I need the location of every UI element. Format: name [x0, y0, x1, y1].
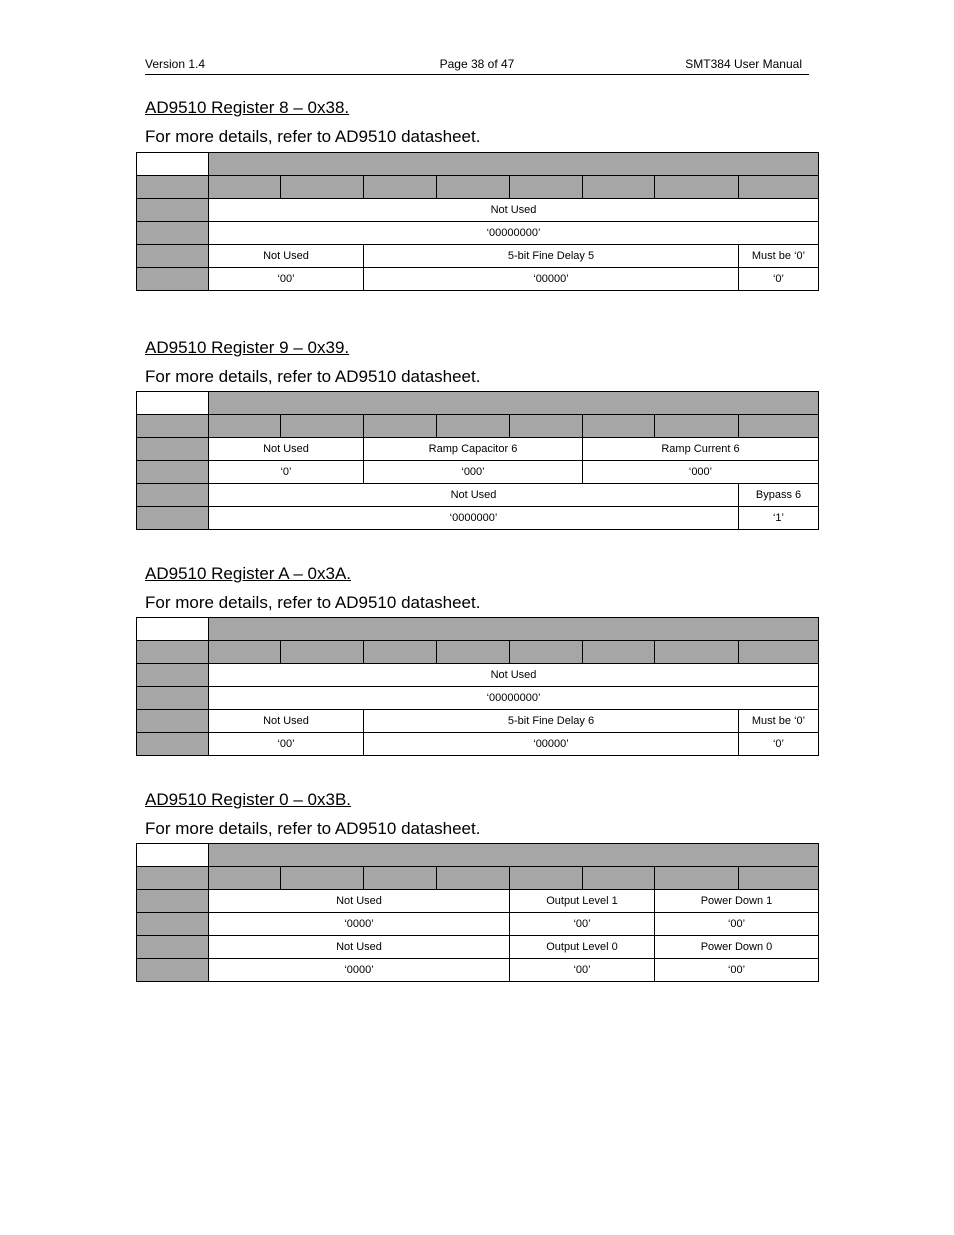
- table-row: [137, 153, 819, 176]
- version-label: Version 1.4: [145, 57, 206, 71]
- field-cell: Not Used: [209, 484, 739, 507]
- field-cell: Ramp Capacitor 6: [364, 438, 583, 461]
- table-row: [137, 936, 819, 959]
- field-cell: 5-bit Fine Delay 5: [364, 245, 739, 268]
- bit-cell: [510, 415, 583, 438]
- value-cell: ‘0’: [209, 461, 364, 484]
- section-title: AD9510 Register 9 – 0x39.: [145, 338, 350, 357]
- table-row: [137, 641, 819, 664]
- table-row: [137, 415, 819, 438]
- field-cell: Power Down 0: [655, 936, 819, 959]
- table-row: [137, 844, 819, 867]
- bit-cell: [281, 176, 364, 199]
- table-row: [137, 959, 819, 982]
- label-cell: [137, 461, 209, 484]
- bit-cell: [583, 415, 655, 438]
- value-cell: ‘0000’: [209, 959, 510, 982]
- bit-cell: [364, 641, 437, 664]
- value-cell: ‘00’: [209, 268, 364, 291]
- label-cell: [137, 507, 209, 530]
- value-cell: ‘00000’: [364, 733, 739, 756]
- bit-cell: [510, 176, 583, 199]
- field-cell: 5-bit Fine Delay 6: [364, 710, 739, 733]
- section-subtitle: For more details, refer to AD9510 datasheet.: [145, 593, 481, 612]
- value-cell: ‘00’: [655, 959, 819, 982]
- header-cell: [209, 618, 819, 641]
- bit-cell: [739, 415, 819, 438]
- bit-cell: [364, 867, 437, 890]
- corner-cell: [137, 153, 209, 176]
- register-0x3b-table: [136, 843, 819, 982]
- table-row: [137, 176, 819, 199]
- field-cell: Output Level 1: [510, 890, 655, 913]
- bit-cell: [281, 415, 364, 438]
- value-cell: ‘00’: [655, 913, 819, 936]
- field-cell: Output Level 0: [510, 936, 655, 959]
- field-cell: Not Used: [209, 710, 364, 733]
- bit-cell: [655, 176, 739, 199]
- bit-cell: [209, 641, 281, 664]
- bit-cell: [655, 415, 739, 438]
- register-9-table: [136, 391, 819, 530]
- field-cell: Not Used: [209, 245, 364, 268]
- table-row: [137, 268, 819, 291]
- bit-cell: [583, 641, 655, 664]
- section-subtitle: For more details, refer to AD9510 datasheet.: [145, 127, 481, 146]
- register-8-table: [136, 152, 819, 291]
- label-cell: [137, 959, 209, 982]
- field-cell: Not Used: [209, 890, 510, 913]
- label-cell: [137, 733, 209, 756]
- section-subtitle: For more details, refer to AD9510 datasheet.: [145, 819, 481, 838]
- table-row: [137, 664, 819, 687]
- bit-cell: [655, 641, 739, 664]
- bit-cell: [209, 867, 281, 890]
- bit-cell: [437, 641, 510, 664]
- field-cell: Not Used: [209, 438, 364, 461]
- bit-cell: [655, 867, 739, 890]
- bit-cell: [209, 176, 281, 199]
- label-cell: [137, 936, 209, 959]
- label-cell: [137, 664, 209, 687]
- label-cell: [137, 867, 209, 890]
- header-cell: [209, 844, 819, 867]
- bit-cell: [437, 176, 510, 199]
- label-cell: [137, 199, 209, 222]
- header-cell: [209, 392, 819, 415]
- page-number: Page 38 of 47: [439, 57, 515, 71]
- field-cell: Must be ‘0’: [739, 710, 819, 733]
- value-cell: ‘0’: [739, 268, 819, 291]
- corner-cell: [137, 844, 209, 867]
- bit-cell: [437, 867, 510, 890]
- value-cell: ‘1’: [739, 507, 819, 530]
- table-row: [137, 199, 819, 222]
- section-title: AD9510 Register 0 – 0x3B.: [145, 790, 352, 809]
- value-cell: ‘00000’: [364, 268, 739, 291]
- table-row: [137, 710, 819, 733]
- value-cell: ‘00’: [209, 733, 364, 756]
- table-row: [137, 222, 819, 245]
- label-cell: [137, 415, 209, 438]
- table-row: [137, 245, 819, 268]
- table-row: [137, 392, 819, 415]
- field-cell: Must be ‘0’: [739, 245, 819, 268]
- label-cell: [137, 641, 209, 664]
- value-cell: ‘00000000’: [209, 222, 819, 245]
- bit-cell: [739, 867, 819, 890]
- table-row: [137, 461, 819, 484]
- bit-cell: [739, 641, 819, 664]
- corner-cell: [137, 392, 209, 415]
- bit-cell: [583, 867, 655, 890]
- value-cell: ‘0000’: [209, 913, 510, 936]
- bit-cell: [437, 415, 510, 438]
- bit-cell: [510, 867, 583, 890]
- bit-cell: [364, 176, 437, 199]
- label-cell: [137, 438, 209, 461]
- bit-cell: [583, 176, 655, 199]
- bit-cell: [281, 867, 364, 890]
- header-cell: [209, 153, 819, 176]
- label-cell: [137, 245, 209, 268]
- register-a-table: [136, 617, 819, 756]
- label-cell: [137, 710, 209, 733]
- field-cell: Bypass 6: [739, 484, 819, 507]
- section-title: AD9510 Register A – 0x3A.: [145, 564, 352, 583]
- field-cell: Power Down 1: [655, 890, 819, 913]
- value-cell: ‘00’: [510, 913, 655, 936]
- bit-cell: [510, 641, 583, 664]
- table-row: [137, 484, 819, 507]
- label-cell: [137, 176, 209, 199]
- table-row: [137, 867, 819, 890]
- bit-cell: [364, 415, 437, 438]
- label-cell: [137, 890, 209, 913]
- table-row: [137, 618, 819, 641]
- table-row: [137, 733, 819, 756]
- value-cell: ‘00000000’: [209, 687, 819, 710]
- table-row: [137, 438, 819, 461]
- bit-cell: [209, 415, 281, 438]
- field-cell: Not Used: [209, 664, 819, 687]
- table-row: [137, 687, 819, 710]
- field-cell: Ramp Current 6: [583, 438, 819, 461]
- label-cell: [137, 913, 209, 936]
- field-cell: Not Used: [209, 936, 510, 959]
- section-subtitle: For more details, refer to AD9510 datasheet.: [145, 367, 481, 386]
- field-cell: Not Used: [209, 199, 819, 222]
- value-cell: ‘000’: [364, 461, 583, 484]
- table-row: [137, 507, 819, 530]
- bit-cell: [281, 641, 364, 664]
- value-cell: ‘0000000’: [209, 507, 739, 530]
- label-cell: [137, 222, 209, 245]
- section-title: AD9510 Register 8 – 0x38.: [145, 98, 350, 117]
- label-cell: [137, 484, 209, 507]
- bit-cell: [739, 176, 819, 199]
- table-row: [137, 913, 819, 936]
- label-cell: [137, 268, 209, 291]
- corner-cell: [137, 618, 209, 641]
- value-cell: ‘000’: [583, 461, 819, 484]
- manual-title: SMT384 User Manual: [685, 57, 802, 71]
- label-cell: [137, 687, 209, 710]
- value-cell: ‘0’: [739, 733, 819, 756]
- page-header: [145, 56, 809, 75]
- value-cell: ‘00’: [510, 959, 655, 982]
- table-row: [137, 890, 819, 913]
